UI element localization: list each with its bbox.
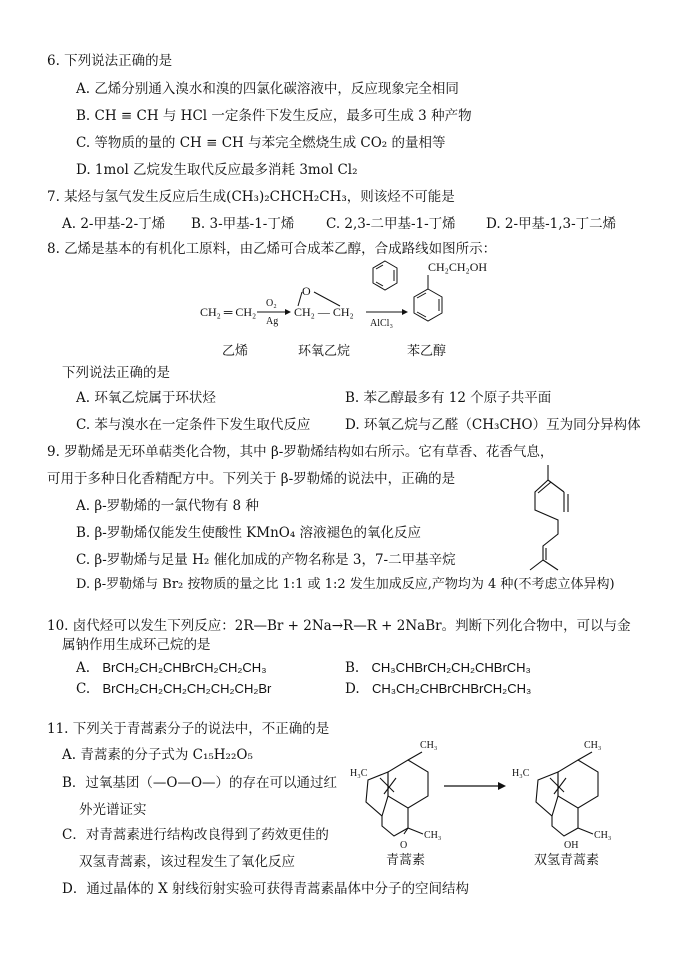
dihydroartemisinin-structure (536, 752, 598, 836)
q11-option-b-line2: 外光谱证实 (79, 802, 147, 818)
q8-prompt: 下列说法正确的是 (62, 365, 170, 381)
q8-option-a: A. 环氧乙烷属于环状烃 (76, 390, 216, 406)
left-carbonyl-o: O (400, 840, 408, 851)
q11-option-c-line2: 双氢青蒿素，该过程发生了氧化反应 (79, 854, 295, 870)
q10-d-letter: D. (345, 681, 360, 697)
arrow-head-2 (402, 309, 408, 315)
q11-stem: 11. 下列关于青蒿素分子的说法中，不正确的是 (47, 721, 330, 737)
q10-option-b (345, 659, 531, 677)
q9-option-c: C. β-罗勒烯与足量 H₂ 催化加成的产物名称是 3，7-二甲基辛烷 (76, 552, 456, 568)
q6-option-d: D. 1mol 乙烷发生取代反应最多消耗 3mol Cl₂ (76, 162, 358, 178)
conversion-arrow-head (498, 782, 506, 790)
label-dihydroartemisinin: 双氢青蒿素 (534, 852, 600, 867)
q11-option-d: D．通过晶体的 X 射线衍射实验可获得青蒿素晶体中分子的空间结构 (62, 881, 470, 897)
artemisinin-conversion-figure (348, 730, 648, 870)
right-ch3-bottom: CH₃ (594, 830, 612, 841)
q10-option-c (76, 680, 271, 698)
beta-ocimene-structure (520, 462, 580, 574)
q10-option-d (345, 680, 531, 698)
reagent-o2: O₂ (266, 298, 277, 309)
q8-synthesis-scheme (190, 255, 510, 365)
q11-option-a: A. 青蒿素的分子式为 C₁₅H₂₂O₅ (62, 747, 253, 763)
q9-option-d: D. β-罗勒烯与 Br₂ 按物质的量之比 1:1 或 1:2 发生加成反应,产物均为 4 种(不考虑立体异构) (76, 577, 615, 592)
product-benzene-ring (414, 289, 442, 321)
q10-stem-line2: 属钠作用生成环己烷的是 (62, 637, 211, 653)
q10-c-formula: BrCH₂CH₂CH₂CH₂CH₂CH₂Br (102, 681, 272, 696)
q10-c-letter: C. (76, 681, 91, 697)
epoxide-bond-left (298, 292, 302, 306)
q9-option-a: A. β-罗勒烯的一氯代物有 8 种 (76, 498, 259, 514)
q10-a-letter: A. (76, 660, 91, 676)
artemisinin-structure (366, 752, 428, 836)
q7-option-c: C. 2,3-二甲基-1-丁烯 (326, 216, 456, 232)
label-phenylethanol: 苯乙醇 (407, 343, 447, 358)
reagent-ag: Ag (266, 316, 279, 327)
q6-option-c: C. 等物质的量的 CH ≡ CH 与苯完全燃烧生成 CO₂ 的量相等 (76, 135, 446, 151)
right-oh: OH (564, 840, 579, 851)
epoxide-formula: CH₂ — CH₂ (294, 305, 354, 319)
side-chain-formula: CH₂CH₂OH (428, 260, 488, 274)
q9-stem-line2: 可用于多种日化香精配方中。下列关于 β-罗勒烯的说法中，正确的是 (47, 471, 456, 487)
epoxide-bond-right (314, 292, 340, 306)
q11-option-c-line1: C．对青蒿素进行结构改良得到了药效更佳的 (62, 827, 329, 843)
q10-option-a (76, 659, 266, 677)
left-ch3-top: CH₃ (420, 740, 438, 751)
reagent-alcl3: AlCl₃ (370, 318, 393, 329)
q10-b-letter: B. (345, 660, 360, 676)
q8-option-c: C. 苯与溴水在一定条件下发生取代反应 (76, 417, 311, 433)
q10-stem-line1: 10. 卤代烃可以发生下列反应：2R—Br + 2Na→R—R + 2NaBr。判断下列化合物中，可以与金 (47, 618, 631, 634)
q10-b-formula: CH₃CHBrCH₂CH₂CHBrCH₃ (371, 660, 531, 675)
q9-stem-line1: 9. 罗勒烯是无环单萜类化合物，其中 β-罗勒烯结构如右所示。它有草香、花香气息， (47, 444, 554, 460)
label-artemisinin: 青蒿素 (386, 852, 426, 867)
benzene-reagent (373, 261, 397, 290)
label-ethylene: 乙烯 (222, 343, 249, 358)
right-h3c: H₃C (512, 768, 530, 779)
left-ch3-bottom: CH₃ (424, 830, 442, 841)
q9-option-b: B. β-罗勒烯仅能发生使酸性 KMnO₄ 溶液褪色的氧化反应 (76, 525, 422, 541)
q7-option-d: D. 2-甲基-1,3-丁二烯 (486, 216, 617, 232)
arrow-head-1 (285, 309, 291, 315)
label-epoxide: 环氧乙烷 (298, 343, 351, 358)
q6-stem: 6. 下列说法正确的是 (47, 53, 173, 69)
q7-option-b: B. 3-甲基-1-丁烯 (191, 216, 295, 232)
q8-option-d: D. 环氧乙烷与乙醛（CH₃CHO）互为同分异构体 (345, 417, 641, 433)
q10-d-formula: CH₃CH₂CHBrCHBrCH₂CH₃ (371, 681, 532, 696)
q8-option-b: B. 苯乙醇最多有 12 个原子共平面 (345, 390, 552, 406)
q6-option-b: B. CH ≡ CH 与 HCl 一定条件下发生反应，最多可生成 3 种产物 (76, 108, 472, 124)
ethylene-formula: CH₂ ═ CH₂ (200, 305, 257, 319)
epoxide-oxygen: O (302, 284, 311, 298)
q7-stem: 7. 某烃与氢气发生反应后生成(CH₃)₂CHCH₂CH₃，则该烃不可能是 (47, 189, 455, 205)
left-h3c: H₃C (350, 768, 368, 779)
q7-option-a: A. 2-甲基-2-丁烯 (62, 216, 166, 232)
q8-stem: 8. 乙烯是基本的有机化工原料，由乙烯可合成苯乙醇，合成路线如图所示： (47, 241, 497, 257)
q11-option-b-line1: B．过氧基团（—O—O—）的存在可以通过红 (62, 775, 338, 791)
q10-a-formula: BrCH₂CH₂CHBrCH₂CH₂CH₃ (102, 660, 267, 675)
right-ch3-top: CH₃ (584, 740, 602, 751)
q6-option-a: A. 乙烯分别通入溴水和溴的四氯化碳溶液中，反应现象完全相同 (76, 81, 459, 97)
